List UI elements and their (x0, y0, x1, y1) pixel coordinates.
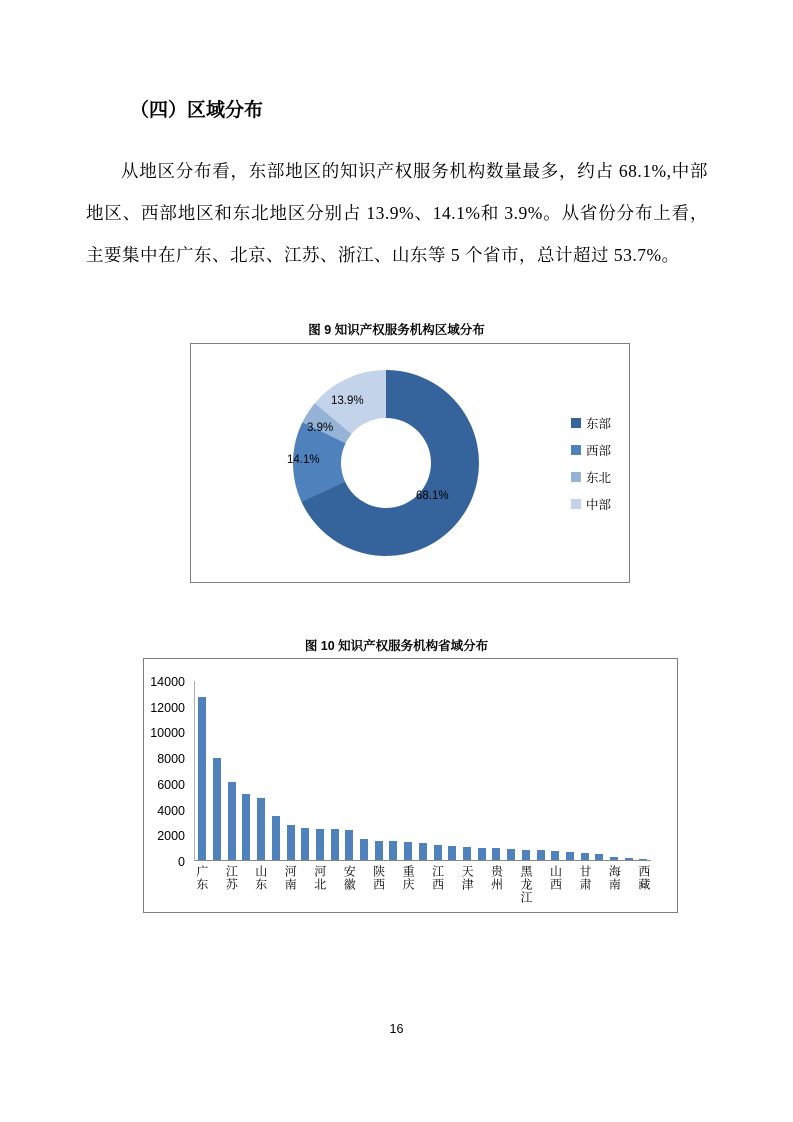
chart-legend (571, 414, 611, 522)
bar (566, 852, 574, 860)
legend-item (571, 441, 611, 459)
bar (198, 697, 206, 860)
pie-label-east: 68.1% (416, 490, 449, 502)
bar (287, 825, 295, 860)
y-tick-label: 14000 (150, 675, 185, 689)
x-axis-label: 天津 (460, 865, 475, 891)
x-axis-label: 西藏 (636, 865, 651, 891)
bar (228, 782, 236, 860)
bar (507, 849, 515, 860)
bar (404, 842, 412, 860)
x-axis-label: 安徽 (342, 865, 357, 891)
body-paragraph: 从地区分布看，东部地区的知识产权服务机构数量最多，约占 68.1%,中部地区、西部地区和东北地区分别占 13.9%、14.1%和 3.9%。从省份分布上看，主要集中在广东、北京、江苏、浙江、山东等 5 个省市，总计超过 53.7%。 (86, 161, 708, 265)
x-axis-label: 陕西 (371, 865, 386, 891)
bar (537, 850, 545, 860)
bar (595, 854, 603, 860)
x-axis-label: 河北 (312, 865, 327, 891)
bar (257, 798, 265, 860)
y-tick-label: 0 (178, 855, 185, 869)
bar (639, 859, 647, 860)
y-tick-label: 6000 (157, 777, 185, 792)
legend-item (571, 468, 611, 486)
bar (316, 829, 324, 860)
legend-swatch-east (571, 418, 581, 428)
page-number: 16 (389, 1022, 404, 1036)
bar (551, 851, 559, 860)
legend-swatch-west (571, 445, 581, 455)
y-tick-label: 2000 (157, 829, 185, 844)
pie-label-central: 13.9% (331, 395, 364, 407)
x-axis-label: 黑龙江 (519, 865, 534, 904)
x-axis-label: 贵州 (489, 865, 504, 891)
bar (492, 848, 500, 860)
bar-plot (194, 681, 651, 861)
pie-label-west: 14.1% (287, 454, 320, 466)
legend-label: 西部 (586, 444, 612, 458)
bar (463, 847, 471, 860)
bar (434, 845, 442, 860)
bar (448, 846, 456, 860)
bar (360, 839, 368, 860)
bar (419, 843, 427, 860)
bar (478, 848, 486, 860)
bar (375, 841, 383, 860)
bar (581, 853, 589, 860)
x-axis-label: 海南 (607, 865, 622, 891)
bar (345, 830, 353, 860)
figure10-caption: 图 10 知识产权服务机构省域分布 (304, 639, 489, 653)
bar (272, 816, 280, 860)
x-axis-label: 甘肃 (577, 865, 592, 891)
bar (331, 829, 339, 860)
y-axis (144, 675, 188, 869)
x-axis-label: 广东 (194, 865, 209, 891)
legend-swatch-northeast (571, 472, 581, 482)
x-axis-label: 山东 (253, 865, 268, 891)
x-axis-label: 山西 (548, 865, 563, 891)
bar (610, 857, 618, 860)
bar (242, 794, 250, 860)
y-tick-label: 12000 (150, 700, 185, 715)
x-axis (194, 865, 651, 904)
x-axis-label: 江西 (430, 865, 445, 891)
bar (301, 828, 309, 860)
x-axis-label: 江苏 (224, 865, 239, 891)
legend-label: 东北 (586, 471, 612, 485)
legend-swatch-central (571, 499, 581, 509)
legend-item (571, 414, 611, 432)
figure10-bar-chart (143, 658, 678, 913)
legend-label: 中部 (586, 498, 612, 512)
x-axis-label: 重庆 (401, 865, 416, 891)
figure9-donut-chart (190, 343, 630, 583)
bar (522, 850, 530, 860)
legend-item (571, 495, 611, 513)
section-heading: （四）区域分布 (130, 100, 264, 121)
y-tick-label: 4000 (157, 803, 185, 818)
legend-label: 东部 (586, 417, 612, 431)
y-tick-label: 10000 (150, 726, 185, 741)
x-axis-label: 河南 (283, 865, 298, 891)
pie-label-northeast: 3.9% (307, 422, 334, 434)
y-tick-label: 8000 (157, 752, 185, 767)
bar (625, 858, 633, 860)
figure9-caption: 图 9 知识产权服务机构区域分布 (308, 323, 485, 337)
bar (389, 841, 397, 860)
bar (213, 758, 221, 860)
